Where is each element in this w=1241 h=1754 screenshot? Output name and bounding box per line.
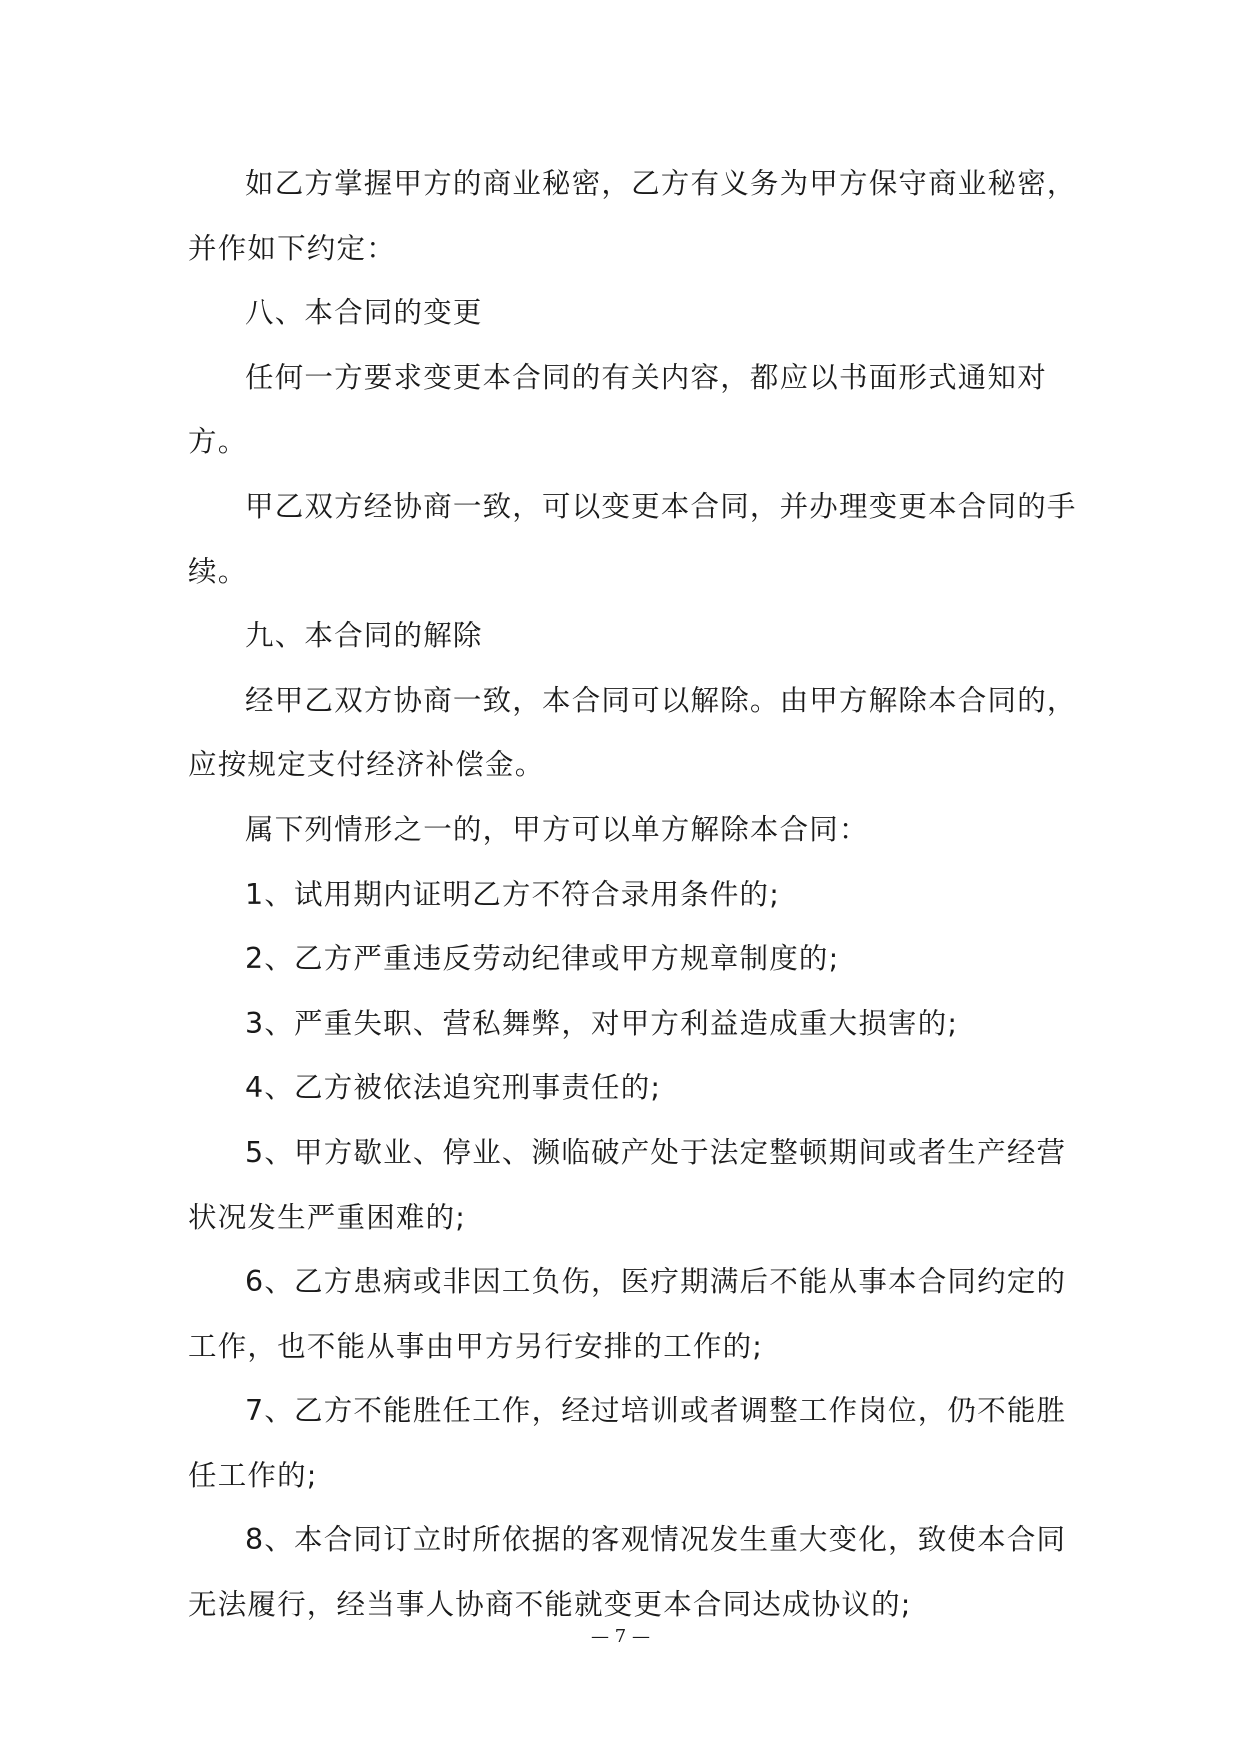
heading-contract-termination: 九、本合同的解除 (245, 619, 483, 653)
list-item: 1、试用期内证明乙方不符合录用条件的; (245, 877, 781, 911)
list-item: 8、本合同订立时所依据的客观情况发生重大变化，致使本合同无法履行，经当事人协商不能就变更本合同达成协议的; (188, 1523, 1067, 1622)
page-number: — 7 — (591, 1626, 650, 1647)
list-item: 5、甲方歇业、停业、濒临破产处于法定整顿期间或者生产经营状况发生严重困难的; (188, 1135, 1067, 1234)
list-item: 3、严重失职、营私舞弊，对甲方利益造成重大损害的; (245, 1006, 959, 1040)
paragraph-termination-agreement: 经甲乙双方协商一致，本合同可以解除。由甲方解除本合同的，应按规定支付经济补偿金。 (188, 683, 1077, 782)
list-item: 7、乙方不能胜任工作，经过培训或者调整工作岗位，仍不能胜任工作的; (188, 1394, 1067, 1492)
paragraph-unilateral-termination: 属下列情形之一的，甲方可以单方解除本合同： (245, 812, 869, 846)
paragraph-change-notice: 任何一方要求变更本合同的有关内容，都应以书面形式通知对方。 (188, 360, 1047, 459)
document-body (188, 152, 1088, 1638)
heading-contract-change: 八、本合同的变更 (245, 296, 483, 330)
list-item: 6、乙方患病或非因工负伤，医疗期满后不能从事本合同约定的工作，也不能从事由甲方另行安排的工作的; (188, 1265, 1067, 1363)
list-item: 2、乙方严重违反劳动纪律或甲方规章制度的; (245, 942, 840, 976)
paragraph-confidentiality: 如乙方掌握甲方的商业秘密，乙方有义务为甲方保守商业秘密，并作如下约定： (188, 167, 1077, 265)
list-item: 4、乙方被依法追究刑事责任的; (245, 1071, 662, 1105)
paragraph-change-agreement: 甲乙双方经协商一致，可以变更本合同，并办理变更本合同的手续。 (188, 489, 1077, 588)
